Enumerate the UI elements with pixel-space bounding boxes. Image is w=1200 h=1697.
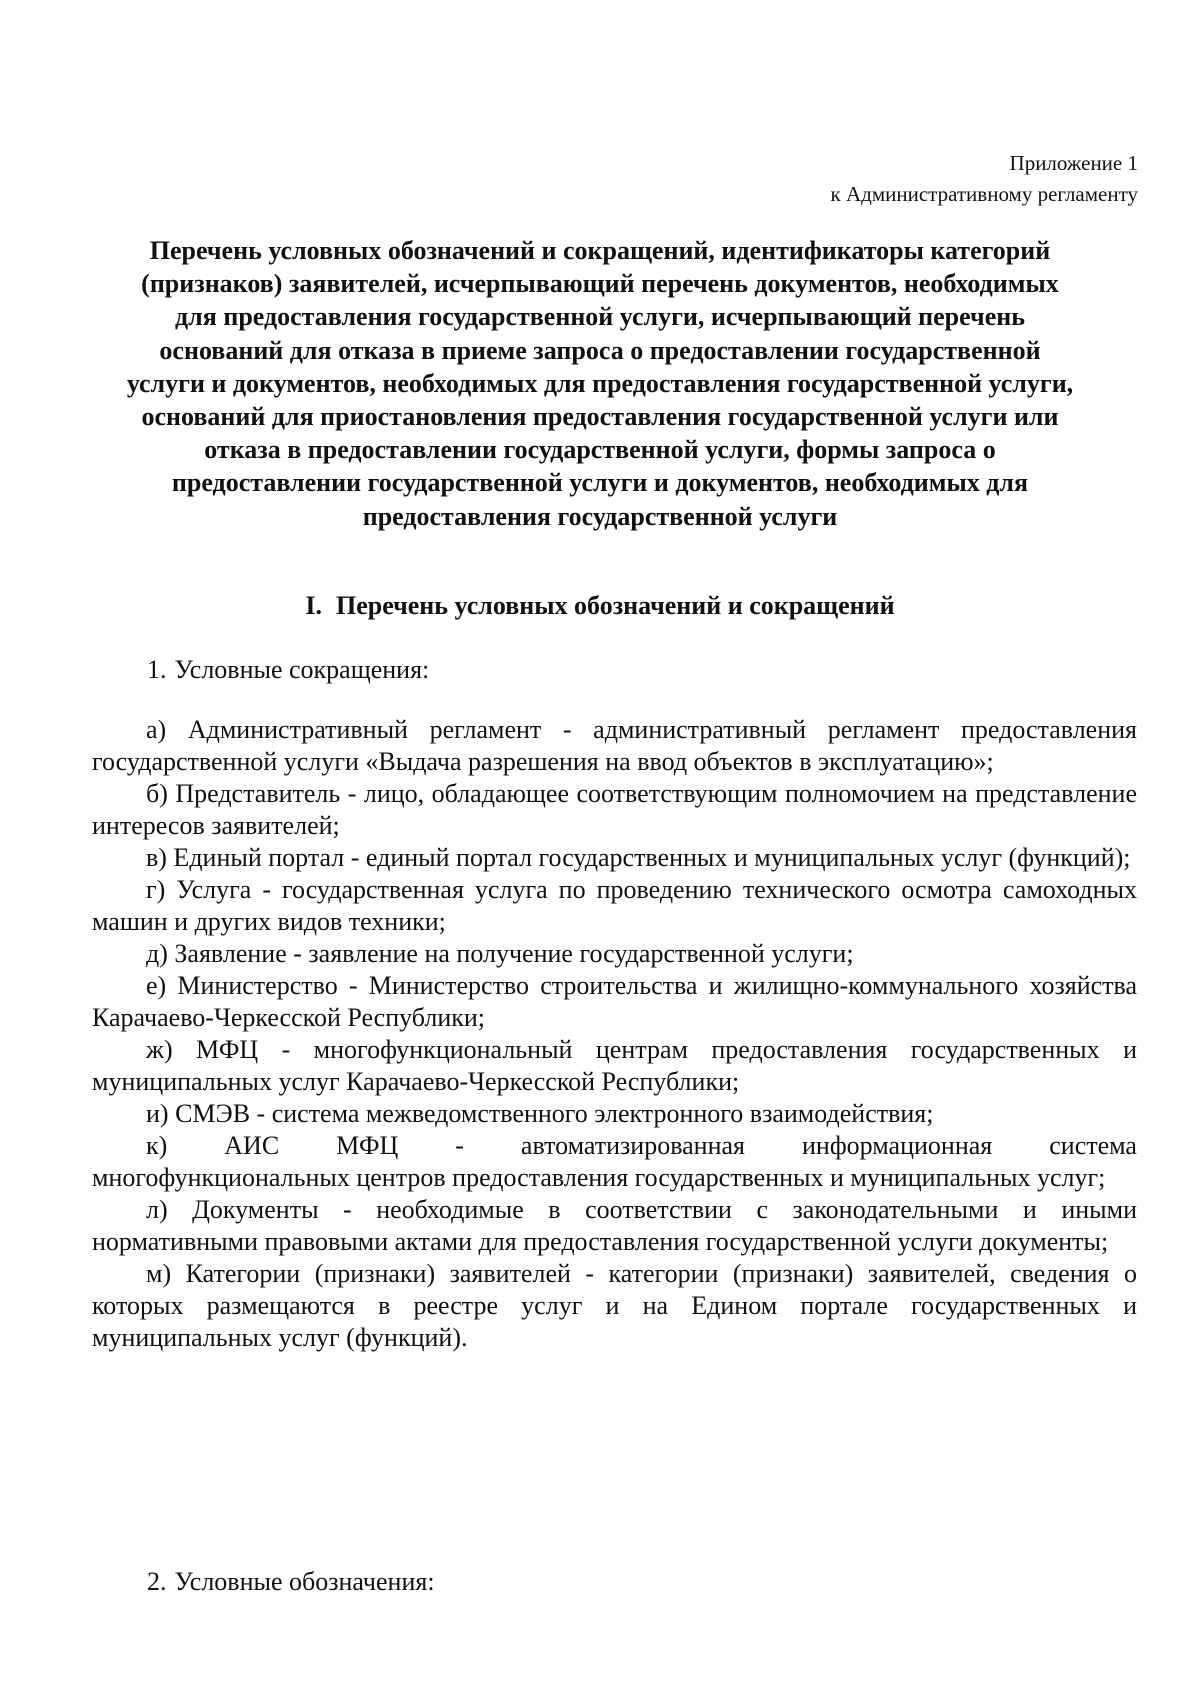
title-line: услуги и документов, необходимых для предоставления государственной услуги, bbox=[126, 368, 1074, 398]
subsection-title: Условные обозначения: bbox=[174, 1567, 435, 1596]
word: к) bbox=[146, 1131, 168, 1160]
appendix-line-1: Приложение 1 bbox=[1009, 151, 1138, 175]
title-line: Перечень условных обозначений и сокращений, идентификаторы категорий bbox=[149, 236, 1051, 265]
list-item-continuation: многофункциональных центров предоставления государственных и муниципальных услуг; bbox=[92, 1163, 1106, 1192]
list-item: е) Министерство - Министерство строительства и жилищно-коммунального хозяйства Карачаево-Черкесской Республики; bbox=[92, 971, 1137, 1032]
title-line: предоставления государственной услуги bbox=[362, 501, 838, 531]
list-item-first-line bbox=[92, 1130, 1137, 1162]
appendix-reference bbox=[831, 148, 1138, 210]
section-number: I. bbox=[305, 591, 322, 620]
word: АИС bbox=[224, 1131, 280, 1160]
list-item: ж) МФЦ - многофункциональный центрам предоставления государственных и муниципальных услуг Карачаево-Черкесской Республики; bbox=[92, 1035, 1137, 1096]
list-item: г) Услуга - государственная услуга по проведению технического осмотра самоходных машин и других видов техники; bbox=[92, 875, 1137, 936]
section-heading bbox=[0, 589, 1200, 623]
word: автоматизированная bbox=[520, 1131, 746, 1160]
list-item bbox=[92, 1130, 1137, 1194]
subsection-number: 2. bbox=[147, 1567, 167, 1596]
title-line: для предоставления государственной услуги, исчерпывающий перечень bbox=[175, 302, 1025, 332]
list-item: а) Административный регламент - административный регламент предоставления государственной услуги «Выдача разрешения на ввод объектов в эксплуатацию»; bbox=[92, 715, 1137, 776]
section-title: Перечень условных обозначений и сокращений bbox=[335, 591, 895, 620]
title-line: предоставлении государственной услуги и документов, необходимых для bbox=[171, 468, 1029, 498]
title-line: отказа в предоставлении государственной услуги, формы запроса о bbox=[204, 435, 996, 465]
subsection-title: Условные сокращения: bbox=[174, 655, 430, 684]
title-line: оснований для приостановления предоставления государственной услуги или bbox=[141, 402, 1059, 432]
abbreviations-list bbox=[92, 714, 1137, 1354]
appendix-line-2: к Административному регламенту bbox=[830, 182, 1138, 206]
word: информационная bbox=[802, 1131, 993, 1160]
subsection-number: 1. bbox=[147, 655, 167, 684]
document-title bbox=[90, 234, 1110, 533]
list-item: м) Категории (признаки) заявителей - категории (признаки) заявителей, сведения о которых размещаются в реестре услуг и на Едином портале государственных и муниципальных услуг (функций). bbox=[92, 1259, 1137, 1352]
subsection-heading-abbreviations bbox=[147, 653, 429, 687]
title-line: оснований для отказа в приеме запроса о предоставлении государственной bbox=[159, 335, 1041, 365]
title-line: (признаков) заявителей, исчерпывающий перечень документов, необходимых bbox=[141, 269, 1059, 299]
word: МФЦ bbox=[336, 1131, 399, 1160]
word: система bbox=[1049, 1131, 1137, 1160]
list-item: л) Документы - необходимые в соответствии с законодательными и иными нормативными правовыми актами для предоставления государственной услуги документы; bbox=[92, 1195, 1137, 1256]
list-item: и) СМЭВ - система межведомственного электронного взаимодействия; bbox=[146, 1099, 934, 1128]
subsection-heading-designations bbox=[147, 1565, 435, 1599]
list-item: в) Единый портал - единый портал государственных и муниципальных услуг (функций); bbox=[146, 843, 1131, 872]
list-item: б) Представитель - лицо, обладающее соответствующим полномочием на представление интересов заявителей; bbox=[92, 779, 1137, 840]
word: - bbox=[455, 1131, 464, 1160]
list-item: д) Заявление - заявление на получение государственной услуги; bbox=[146, 939, 854, 968]
